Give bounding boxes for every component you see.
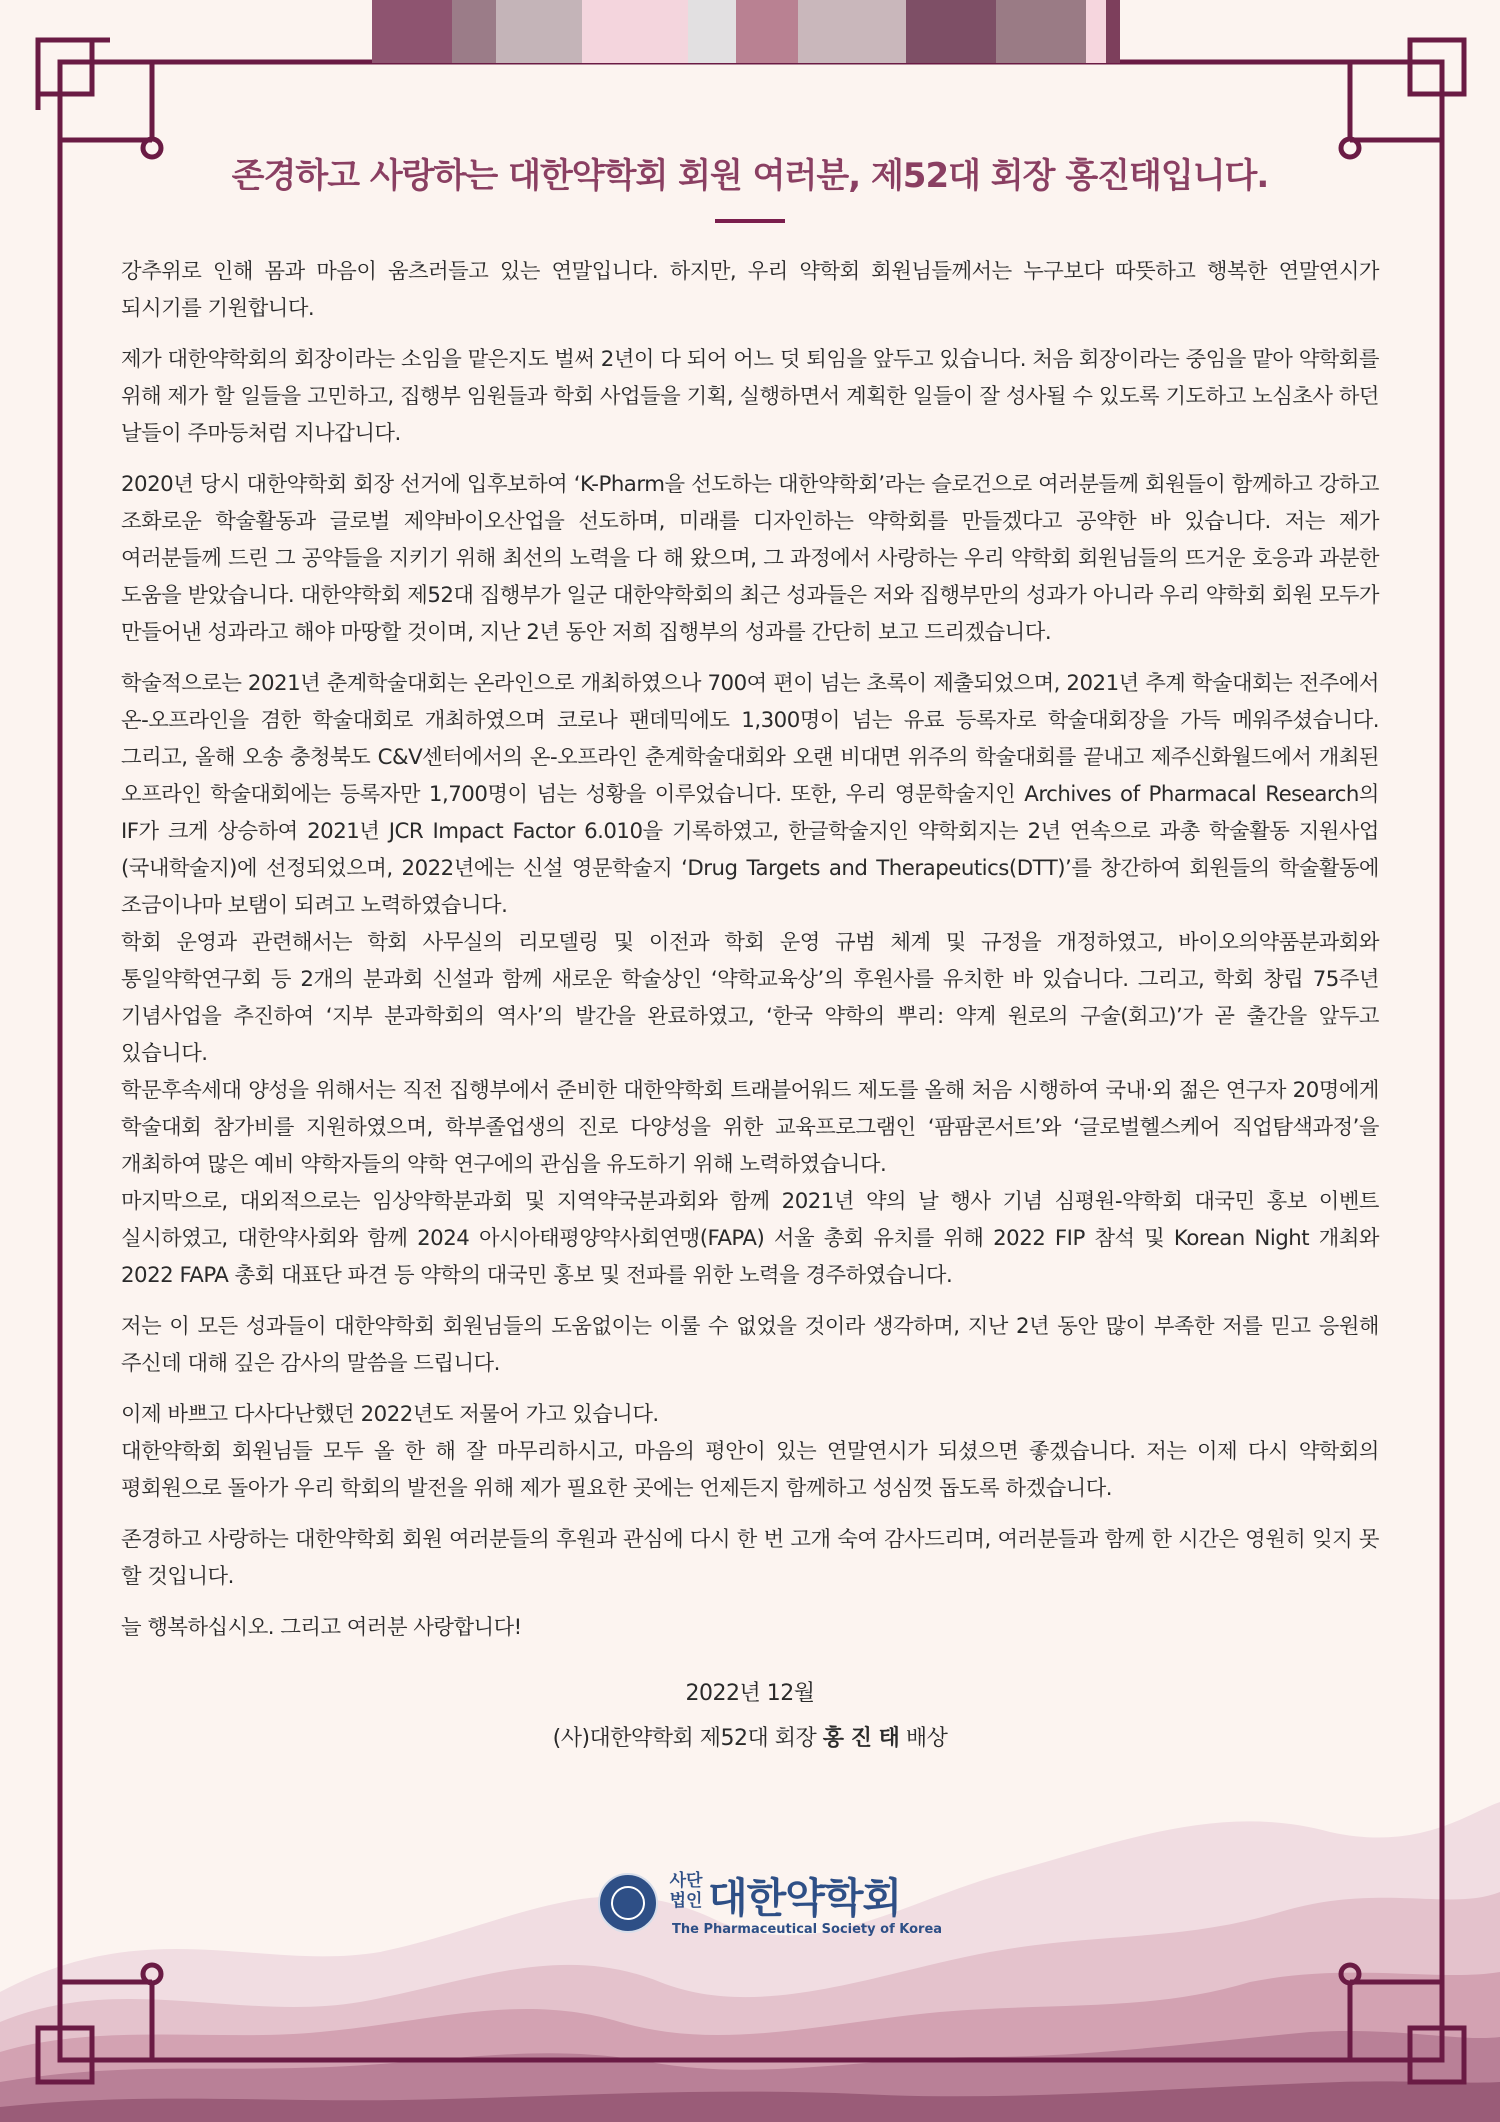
color-stripe xyxy=(688,0,736,63)
color-stripe xyxy=(1086,0,1106,63)
color-stripe xyxy=(906,0,996,63)
letter-date: 2022년 12월 xyxy=(685,1681,815,1706)
letter-signature xyxy=(121,1721,1379,1752)
color-stripe xyxy=(1106,0,1120,63)
paragraph-campaign: 2020년 당시 대한약학회 회장 선거에 입후보하여 ‘K-Pharm을 선도하는 대한약학회’라는 슬로건으로 여러분들께 회원들이 함께하고 강하고 조화로운 학술활동과 글로벌 제약바이오산업을 선도하며, 미래를 디자인하는 약학회를 만들겠다고 공약한 바 있습니다. 저는 제가 여러분들께 드린 그 공약들을 지키기 위해 최선의 노력을 다 해 왔으며, 그 과정에서 사랑하는 우리 약학회 회원님들의 뜨거운 호응과 과분한 도움을 받았습니다. 대한약학회 제52대 집행부가 일군 대한약학회의 최근 성과들은 저와 집행부만의 성과가 아니라 우리 약학회 회원 모두가 만들어낸 성과라고 해야 마땅할 것이며, 지난 2년 동안 저희 집행부의 성과를 간단히 보고 드리겠습니다. xyxy=(121,472,1379,645)
logo-corporation-tag: 사단 법인 xyxy=(669,1871,703,1911)
color-stripe xyxy=(996,0,1086,63)
letter-title: 존경하고 사랑하는 대한약학회 회원 여러분, 제52대 회장 홍진태입니다. xyxy=(231,156,1269,196)
color-stripe xyxy=(496,0,582,63)
letter-body xyxy=(121,148,1379,1752)
color-stripe xyxy=(798,0,906,63)
signature-suffix: 배상 xyxy=(899,1726,948,1751)
signature-name: 홍 진 태 xyxy=(822,1726,900,1751)
paragraph-external: 마지막으로, 대외적으로는 임상약학분과회 및 지역약국분과회와 함께 2021년 약의 날 행사 기념 심평원-약학회 대국민 홍보 이벤트 실시하였고, 대한약사회와 함께 2024 아시아태평양약사회연맹(FAPA) 서울 총회 유치를 위해 2022 FIP 참석 및 Korean Night 개최와 2022 FAPA 총회 대표단 파견 등 약학의 대국민 홍보 및 전파를 위한 노력을 경주하였습니다. xyxy=(121,1189,1379,1288)
paragraph-greeting: 강추위로 인해 몸과 마음이 움츠러들고 있는 연말입니다. 하지만, 우리 약학회 회원님들께서는 누구보다 따뜻하고 행복한 연말연시가 되시기를 기원합니다. xyxy=(121,259,1380,321)
paragraph-academic: 학술적으로는 2021년 춘계학술대회는 온라인으로 개최하였으나 700여 편이 넘는 초록이 제출되었으며, 2021년 추계 학술대회는 전주에서 온-오프라인을 겸한 학술대회로 개최하였으며 코로나 팬데믹에도 1,300명이 넘는 유료 등록자로 학술대회장을 가득 메워주셨습니다. 그리고, 올해 오송 충청북도 C&V센터에서의 온-오프라인 춘계학술대회와 오랜 비대면 위주의 학술대회를 끝내고 제주신화월드에서 개최된 오프라인 학술대회에는 등록자만 1,700명이 넘는 성황을 이루었습니다. 또한, 우리 영문학술지인 Archives of Pharmacal Research의 IF가 크게 상승하여 2021년 JCR Impact Factor 6.010을 기록하였고, 한글학술지인 약학회지는 2년 연속으로 과총 학술활동 지원사업(국내학술지)에 선정되었으며, 2022년에는 신설 영문학술지 ‘Drug Targets and Therapeutics(DTT)’를 창간하여 회원들의 학술활동에 조금이나마 보탬이 되려고 노력하였습니다. xyxy=(121,671,1379,918)
title-underline xyxy=(715,219,785,223)
color-stripe xyxy=(582,0,688,63)
logo-org-name: 대한약학회 xyxy=(708,1874,902,1922)
paragraph-thanks: 저는 이 모든 성과들이 대한약학회 회원님들의 도움없이는 이룰 수 없었을 것이라 생각하며, 지난 2년 동안 많이 부족한 저를 믿고 응원해 주신데 대해 깊은 감사의 말씀을 드립니다. xyxy=(121,1314,1379,1376)
paragraph-gratitude: 존경하고 사랑하는 대한약학회 회원 여러분들의 후원과 관심에 다시 한 번 고개 숙여 감사드리며, 여러분들과 함께 한 시간은 영원히 잊지 못 할 것입니다. xyxy=(121,1527,1379,1589)
header-color-stripes xyxy=(372,0,1120,63)
paragraph-closing: 늘 행복하십시오. 그리고 여러분 사랑합니다! xyxy=(121,1615,522,1640)
color-stripe xyxy=(452,0,496,63)
paragraph-tenure: 제가 대한약학회의 회장이라는 소임을 맡은지도 벌써 2년이 다 되어 어느 덧 퇴임을 앞두고 있습니다. 처음 회장이라는 중임을 맡아 약학회를 위해 제가 할 일들을 고민하고, 집행부 임원들과 학회 사업들을 기획, 실행하면서 계획한 일들이 잘 성사될 수 있도록 기도하고 노심초사 하던 날들이 주마등처럼 지나갑니다. xyxy=(121,347,1379,446)
society-logo xyxy=(598,1865,943,1943)
paragraph-year-end: 이제 바쁘고 다사다난했던 2022년도 저물어 가고 있습니다. xyxy=(121,1402,659,1427)
paragraph-next-generation: 학문후속세대 양성을 위해서는 직전 집행부에서 준비한 대한약학회 트래블어워드 제도를 올해 처음 시행하여 국내·외 젊은 연구자 20명에게 학술대회 참가비를 지원하였으며, 학부졸업생의 진로 다양성을 위한 교육프로그램인 ‘팜팜콘서트’와 ‘글로벌헬스케어 직업탐색과정’을 개최하여 많은 예비 약학자들의 약학 연구에의 관심을 유도하기 위해 노력하였습니다. xyxy=(121,1078,1379,1177)
society-emblem-icon xyxy=(598,1873,658,1933)
color-stripe xyxy=(736,0,798,63)
paragraph-operations: 학회 운영과 관련해서는 학회 사무실의 리모델링 및 이전과 학회 운영 규범 체계 및 규정을 개정하였고, 바이오의약품분과회와 통일약학연구회 등 2개의 분과회 신설과 함께 새로운 학술상인 ‘약학교육상’의 후원사를 유치한 바 있습니다. 그리고, 학회 창립 75주년 기념사업을 추진하여 ‘지부 분과학회의 역사’의 발간을 완료하였고, ‘한국 약학의 뿌리: 약계 원로의 구술(회고)’가 곧 출간을 앞두고 있습니다. xyxy=(121,930,1380,1066)
signature-prefix: (사)대한약학회 제52대 회장 xyxy=(552,1726,823,1751)
logo-english-name: The Pharmaceutical Society of Korea xyxy=(672,1922,943,1937)
color-stripe xyxy=(372,0,452,63)
paragraph-wishes: 대한약학회 회원님들 모두 올 한 해 잘 마무리하시고, 마음의 평안이 있는 연말연시가 되셨으면 좋겠습니다. 저는 이제 다시 약학회의 평회원으로 돌아가 우리 학회의 발전을 위해 제가 필요한 곳에는 언제든지 함께하고 성심껏 돕도록 하겠습니다. xyxy=(121,1439,1379,1501)
